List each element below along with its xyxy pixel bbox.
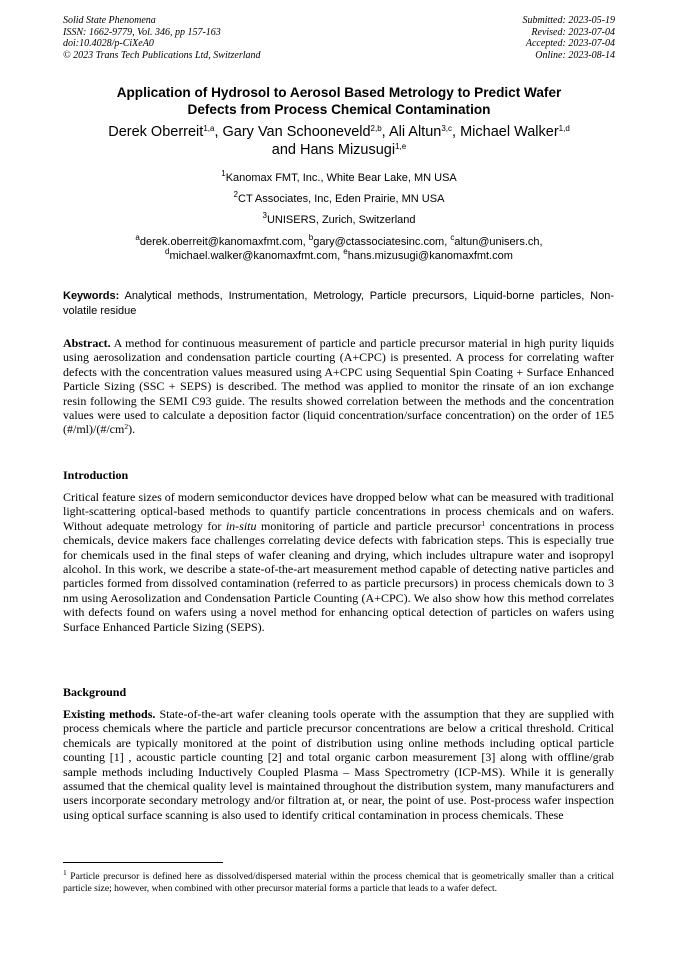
author-name: Hans Mizusugi xyxy=(300,142,396,158)
keywords-text: Analytical methods, Instrumentation, Metrology, Particle precursors, Liquid-borne particles, Non-volatile residue xyxy=(63,290,614,317)
email-sup: d xyxy=(165,246,170,256)
journal-header-right xyxy=(523,15,616,61)
online-date: Online: 2023-08-14 xyxy=(535,49,615,61)
subsection-label: Existing methods. xyxy=(63,707,156,721)
affiliation xyxy=(50,190,628,206)
author-affiliation-sup: 3,c xyxy=(441,124,453,133)
email-sup: e xyxy=(343,246,348,256)
submitted-date: Submitted: 2023-05-19 xyxy=(522,15,615,26)
author-affiliation-sup: 2,b xyxy=(370,124,382,133)
email: hans.mizusugi@kanomaxfmt.com xyxy=(347,249,513,262)
email: altun@unisers.ch, xyxy=(454,236,543,248)
footnote-divider xyxy=(63,862,223,863)
revised-date: Revised: 2023-07-04 xyxy=(531,26,615,38)
section-heading-background: Background xyxy=(63,685,127,699)
author-name: Gary Van Schooneveld xyxy=(222,124,371,140)
email: michael.walker@kanomaxfmt.com, xyxy=(169,249,341,262)
author-conjunction: and xyxy=(271,142,296,158)
author-name: Ali Altun xyxy=(388,124,442,140)
author-affiliation-sup: 1,d xyxy=(558,124,570,133)
keywords xyxy=(63,289,614,318)
author-name: Derek Oberreit xyxy=(108,124,204,140)
abstract-label: Abstract. xyxy=(63,336,111,350)
footnote-sup: 1 xyxy=(63,868,67,877)
footnote xyxy=(63,868,614,894)
affiliation-sup: 3 xyxy=(262,211,267,220)
abstract-sup: 2 xyxy=(124,422,129,432)
background-paragraph xyxy=(63,707,614,822)
intro-text: Critical feature sizes of modern semiconductor devices have dropped below what can be measured with traditional light-scattering optical-based methods to quantify particle concentrations in process chemicals and on wafers. Without adequate metrology for xyxy=(63,490,614,533)
email: derek.oberreit@kanomaxfmt.com, xyxy=(139,236,306,248)
email: gary@ctassociatesinc.com, xyxy=(313,236,448,248)
title-line-1: Application of Hydrosol to Aerosol Based Metrology to Predict Wafer xyxy=(116,85,562,100)
copyright: © 2023 Trans Tech Publications Ltd, Switzerland xyxy=(63,49,261,61)
intro-text: monitoring of particle and particle precursor xyxy=(256,518,482,533)
footnote-text: Particle precursor is defined here as dissolved/dispersed material within the process chemical that is geometrically smaller than a critical particle size; however, when combined with other precursor material forms a particle that leads to a wafer defect. xyxy=(63,871,614,894)
affiliation-text: Kanomax FMT, Inc., White Bear Lake, MN USA xyxy=(225,172,457,184)
affiliation-sup: 2 xyxy=(233,190,238,199)
issn: ISSN: 1662-9779, Vol. 346, pp 157-163 xyxy=(63,26,221,38)
author-emails xyxy=(40,233,638,263)
introduction-paragraph xyxy=(63,490,614,634)
title-line-2: Defects from Process Chemical Contamination xyxy=(187,102,491,117)
affiliation-sup: 1 xyxy=(221,169,226,178)
journal-name: Solid State Phenomena xyxy=(63,15,156,26)
affiliation-text: CT Associates, Inc, Eden Prairie, MN USA xyxy=(238,193,445,205)
journal-header-left xyxy=(63,15,261,61)
keywords-label: Keywords: xyxy=(63,290,120,302)
intro-italic: in-situ xyxy=(225,518,257,533)
footnote-ref: 1 xyxy=(481,518,486,528)
email-sup: a xyxy=(135,233,140,242)
affiliation xyxy=(50,169,628,185)
accepted-date: Accepted: 2023-07-04 xyxy=(525,38,615,50)
paper-title xyxy=(50,84,628,118)
abstract-end: ). xyxy=(128,422,136,437)
affiliation-text: UNISERS, Zurich, Switzerland xyxy=(266,214,416,226)
abstract xyxy=(63,336,614,437)
section-heading-introduction: Introduction xyxy=(63,468,129,482)
doi: doi:10.4028/p-CiXeA0 xyxy=(63,38,154,50)
author-list: Derek Oberreit$^{1,a}$, Gary Van Schooneveld$^{2,b}$, Ali Altun$^{3,c}$, Michael Walker$^{1,d}$ and Hans Mizusugi$^{1,e}$ xyxy=(108,124,570,158)
email-sup: b xyxy=(308,233,314,242)
abstract-text: A method for continuous measurement of particle and particle precursor material in high purity liquids using aerosolization and condensation particle courting (A+CPC) is presented. A process for correlating wafter defects with the concentration values measured using A+CPC using Sequential Spin Coating + Surface Enhanced Particle Sizing (SSC + SEPS) is described. The method was applied to monitor the rinsate of an ion exchange resin following the SEMI C93 guide. The results showed correlation between the methods and the concentration values were used to calculate a deposition factor (liquid concentration/surface concentration) on the order of 1E5 (#/ml)/(#/cm xyxy=(63,336,614,437)
affiliation xyxy=(50,211,628,227)
author-name: Michael Walker xyxy=(460,124,559,140)
email-sup: c xyxy=(450,233,455,242)
author-affiliation-sup: 1,a xyxy=(203,124,215,133)
author-affiliation-sup: 1,e xyxy=(395,142,407,151)
intro-text: concentrations in process chemicals, device makers face challenges correlating device defects with fabrication steps. This is especially true for chemicals used in the final steps of wafer cleaning and drying, which includes ultrapure water and isopropyl alcohol. In this work, we describe a state-of-the-art measurement method capable of detecting native particles and particles formed from dissolved contamination (referred to as particle precursors) in process chemicals down to 3 nm using Aerosolization and Condensation Particle Counting (A+CPC). We also show how this method correlates with defects found on wafers using a novel method for enhancing optical detection of particles on wafers using Surface Enhanced Particle Sizing (SEPS). xyxy=(63,518,615,634)
background-text: State-of-the-art wafer cleaning tools operate with the assumption that they are supplied with process chemicals where the particle and particle precursor concentrations are below a critical threshold. Critical chemicals are typically monitored at the point of distribution using online methods including optical particle counting [1] , acoustic particle counting [2] and total organic carbon measurement [3] along with offline/grab sample methods including Inductively Coupled Plasma – Mass Spectrometry (ICP-MS). While it is generally assumed that the chemical quality level is maintained throughout the distribution system, many manufacturers and users incorporate secondary metrology and/or filtration at, or near, the point of use. Post-process wafer inspection using optical surface scanning is also used to identify critical contamination in process chemicals. These xyxy=(63,707,614,822)
